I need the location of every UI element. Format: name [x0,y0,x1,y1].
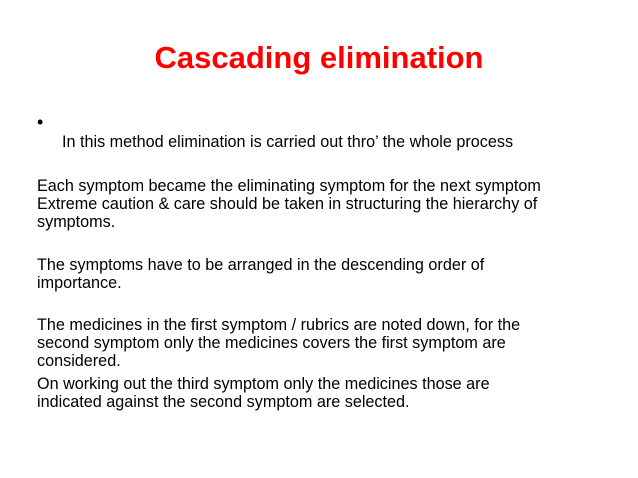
body-line: importance. [37,274,122,292]
body-line: The symptoms have to be arranged in the descending order of [37,256,485,274]
bullet-point: • [37,112,44,132]
body-line: Extreme caution & care should be taken in structuring the hierarchy of [37,195,538,213]
body-line: considered. [37,352,121,370]
slide-title: Cascading elimination [154,40,484,75]
body-line: The medicines in the first symptom / rubrics are noted down, for the [37,316,521,334]
body-line: Each symptom became the eliminating symptom for the next symptom [37,177,541,195]
body-line: second symptom only the medicines covers the first symptom are [37,334,506,352]
body-line: On working out the third symptom only the medicines those are [37,375,490,393]
intro-text: In this method elimination is carried out thro’ the whole process [62,133,514,151]
body-line: indicated against the second symptom are selected. [37,393,410,411]
body-line: symptoms. [37,213,116,231]
